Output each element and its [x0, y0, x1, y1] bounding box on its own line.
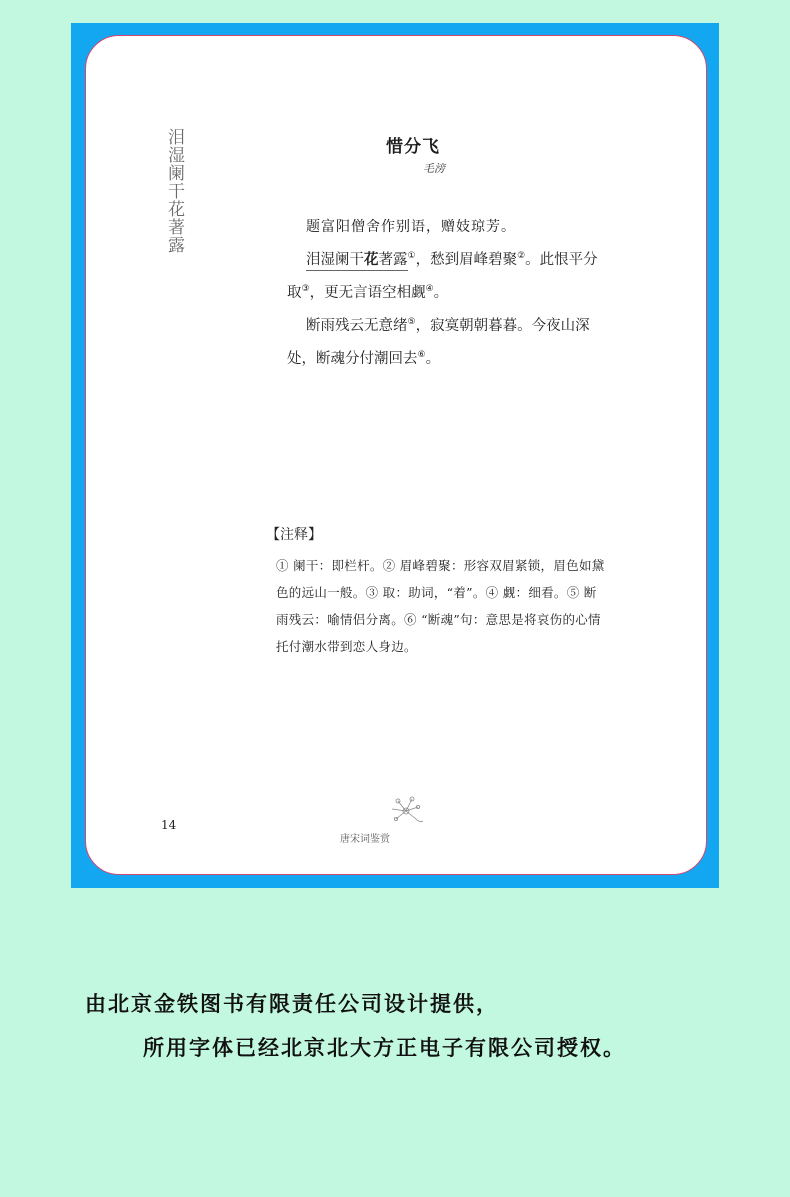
stanza-text: 。 — [433, 285, 449, 301]
note-ref-6: ⑥ — [417, 350, 426, 360]
note-ref-1: ① — [407, 251, 416, 261]
stanza-2 — [287, 308, 612, 374]
flower-ornament-icon — [386, 793, 426, 829]
phrase-text: 著露 — [378, 252, 408, 268]
poem-title: 惜分飞 — [386, 137, 440, 157]
poem-author: 毛滂 — [423, 162, 445, 175]
poem-body — [287, 242, 612, 374]
credit-line-2: 所用字体已经北京北大方正电子有限公司授权。 — [143, 1035, 626, 1060]
notes-body: ① 阑干：即栏杆。② 眉峰碧聚：形容双眉紧锁，眉色如黛色的远山一般。③ 取：助词，“着”。④ 觑：细看。⑤ 断雨残云：喻情侣分离。⑥ “断魂”句：意思是将哀伤的心情托付潮水带到恋人身边。 — [276, 558, 605, 654]
poem-preface: 题富阳僧舍作别语，赠妓琼芳。 — [306, 219, 516, 235]
phrase-emphasis: 花 — [364, 252, 379, 268]
vertical-title: 泪湿阑干花著露 — [164, 128, 184, 254]
stanza-text: ，更无言语空相觑 — [309, 285, 426, 301]
footer-book-title: 唐宋词鉴赏 — [340, 834, 390, 845]
stanza-text: ，愁到眉峰碧聚 — [415, 252, 518, 268]
note-ref-4: ④ — [425, 284, 434, 294]
stanza-text: 。此恨平分取 — [287, 252, 598, 301]
note-ref-3: ③ — [301, 284, 310, 294]
stanza-1 — [287, 242, 612, 308]
note-ref-2: ② — [517, 251, 526, 261]
stanza-text: 断雨残云无意绪 — [306, 318, 408, 334]
stanza-text: 。 — [425, 351, 441, 367]
notes-heading: 【注释】 — [266, 527, 322, 543]
phrase-text: 泪湿阑干 — [306, 252, 364, 268]
note-ref-5: ⑤ — [407, 317, 416, 327]
book-page — [85, 35, 707, 875]
credit-line-1: 由北京金铁图书有限责任公司设计提供， — [85, 991, 499, 1016]
page-frame — [71, 23, 719, 888]
highlighted-phrase — [306, 252, 408, 271]
page-number: 14 — [161, 818, 177, 832]
stanza-text: ，寂寞朝朝暮暮。今夜山深处，断魂分付潮回去 — [287, 318, 590, 367]
